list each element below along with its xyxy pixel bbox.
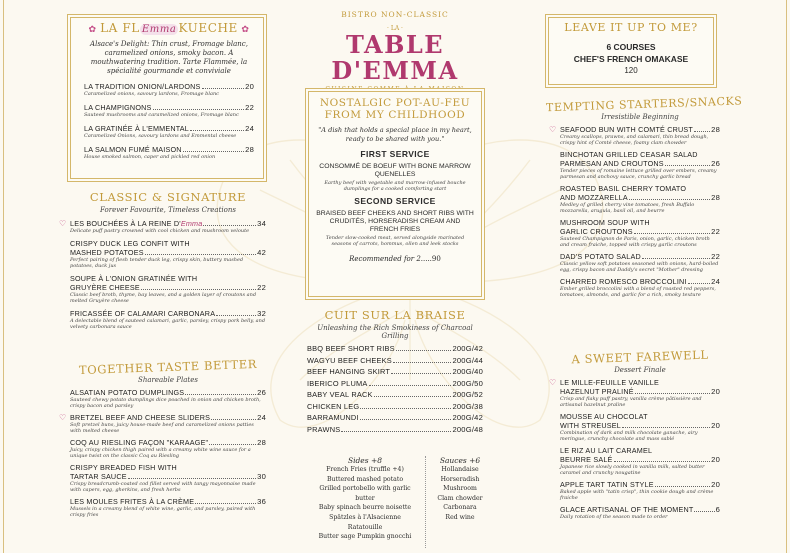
item-description: Ember grilled broccolini with a blend of roasted red peppers, tomatoes, almonds, and garlic for a rich, smoky texture bbox=[560, 286, 716, 298]
item-description: Sauteed Champignon de Paris, onion, garlic, chicken broth and cream fraiche, topped with crispy garlic croutons bbox=[560, 236, 710, 248]
item-name: ROASTED BASIL CHERRY TOMATO bbox=[560, 184, 687, 193]
omakase-name: CHEF'S FRENCH OMAKASE bbox=[573, 54, 689, 64]
list-entry: Buttered mashed potato bbox=[326, 475, 404, 483]
sides-box bbox=[310, 456, 420, 542]
recommend-text: Recommended for 2 bbox=[349, 255, 421, 263]
classic-list bbox=[59, 219, 266, 330]
menu-item bbox=[560, 150, 720, 180]
item-name-cont: HAZELNUT PRALINÉ bbox=[560, 387, 634, 396]
brand-name: TABLE D'EMMA bbox=[331, 30, 459, 85]
item-head bbox=[70, 248, 266, 257]
item-price: 22 bbox=[711, 227, 720, 236]
item-head bbox=[560, 252, 720, 261]
braise-list bbox=[305, 344, 485, 434]
leader-dots bbox=[195, 503, 256, 504]
leader-dots bbox=[190, 130, 244, 131]
flower-icon: ✿ bbox=[237, 25, 250, 35]
potaufeu-box bbox=[305, 88, 485, 300]
item-name: LES MOULES FRITES À LA CRÈME bbox=[70, 497, 195, 506]
grill-item bbox=[307, 402, 483, 411]
menu-item bbox=[560, 446, 720, 476]
right-border-ornament bbox=[785, 0, 787, 553]
brand-la: · LA · bbox=[387, 25, 403, 32]
item-head bbox=[70, 219, 266, 228]
item-name-cont: AND MOZZARELLA bbox=[560, 193, 628, 202]
leader-dots bbox=[614, 461, 711, 462]
grill-item bbox=[307, 379, 483, 388]
braise-section bbox=[305, 308, 485, 434]
second-service-text: BRAISED BEEF CHEEKS AND SHORT RIBS WITH CRUDITÉS, HORSERADISH CREAM AND FRENCH FRIES bbox=[316, 210, 474, 233]
heart-icon: ♡ bbox=[549, 125, 557, 134]
item-name: PRAWNS bbox=[307, 424, 341, 434]
recommend-dots: ..... bbox=[420, 255, 432, 263]
item-name: DAD'S POTATO SALAD bbox=[560, 252, 641, 261]
item-head bbox=[70, 413, 266, 422]
starters-subtitle: Irresistible Beginning bbox=[601, 113, 679, 121]
item-price: 26 bbox=[257, 388, 266, 397]
item-price: 28 bbox=[245, 145, 254, 154]
omakase-courses: 6 COURSES bbox=[606, 42, 656, 52]
menu-item bbox=[70, 497, 266, 518]
menu-item bbox=[70, 463, 266, 493]
item-name-line bbox=[560, 446, 720, 455]
item-head bbox=[560, 277, 720, 286]
item-description: Classic yellow soft potatoes seasoned with onions, hard-boiled egg, crispy bacon and Daddy's secret "Mother" dressing bbox=[560, 261, 719, 273]
item-name-cont: MASHED POTATOES bbox=[70, 248, 144, 257]
item-name: BINCHOTAN GRILLED CEASAR SALAD bbox=[560, 150, 698, 159]
item-head bbox=[560, 421, 720, 430]
farewell-list bbox=[549, 378, 720, 520]
item-head bbox=[560, 387, 720, 396]
item-head bbox=[560, 227, 720, 236]
menu-item bbox=[560, 505, 720, 520]
menu-item bbox=[70, 274, 266, 304]
sides-title: Sides +8 bbox=[347, 456, 383, 465]
sauces-box bbox=[430, 456, 490, 523]
flammekueche-title bbox=[84, 21, 254, 35]
item-head bbox=[84, 124, 254, 133]
item-head bbox=[84, 82, 254, 91]
item-description: Japanese rice slowly cooked in vanilla milk, salted butter caramel and crunchy nougatine bbox=[560, 464, 705, 476]
braise-subtitle: Unleashing the Rich Smokiness of Charcoal Grilling bbox=[317, 324, 473, 340]
flammekueche-intro: Alsace's Delight: Thin crust, Fromage blanc, caramelized onions, smoky bacon. A mouthwatering tradition. Tarte Flammée, la spécialité gourmande et conviviale bbox=[90, 40, 248, 75]
item-description: Soft pretzel buns, juicy house-made beef and caramelized onions patties with melted cheese bbox=[70, 422, 254, 434]
item-price: 200G/44 bbox=[452, 355, 483, 365]
item-price: 20 bbox=[711, 480, 720, 489]
item-price: 30 bbox=[257, 472, 266, 481]
item-price: 24 bbox=[257, 413, 266, 422]
leader-dots bbox=[183, 151, 244, 152]
item-name: MOUSSE AU CHOCOLAT bbox=[560, 412, 648, 421]
item-price: 200G/50 bbox=[452, 378, 483, 388]
item-name: FRICASSÉE OF CALAMARI CARBONARA bbox=[70, 309, 216, 318]
starters-section bbox=[545, 94, 743, 298]
list-entry: Ratatouille bbox=[347, 523, 383, 531]
item-price: 42 bbox=[257, 248, 266, 257]
item-name: GLACE ARTISANAL OF THE MOMENT bbox=[560, 505, 694, 514]
menu-item bbox=[560, 480, 720, 501]
item-description: Creamy scallops, prawns, and calamari, thin bread dough, crispy hint of Comté cheese, foamy clam chowder bbox=[560, 134, 709, 146]
item-name: CHICKEN LEG bbox=[307, 401, 360, 411]
classic-subtitle: Forever Favourite, Timeless Creations bbox=[100, 206, 236, 214]
omakase-box bbox=[545, 14, 717, 88]
left-border-ornament bbox=[3, 0, 5, 553]
item-description: Sauteed chewy potato dumplings dice poached in onion and chicken broth, crispy bacon and parsley bbox=[70, 397, 261, 409]
first-service-desc: Earthy beef with vegetable and marrow-infused bouche dumplings for a cooked comforting start bbox=[324, 180, 466, 192]
item-name: LA SALMON FUMÉ MAISON bbox=[84, 145, 182, 154]
item-price: 28 bbox=[257, 438, 266, 447]
second-service-desc: Tender slow-cooked meat, served alongside marinated seasons of carrots, hommus, ollen and leek stocks bbox=[325, 235, 465, 247]
list-entry: Clam chowder bbox=[437, 494, 483, 502]
item-name: BRETZEL BEEF AND CHEESE SLIDERS bbox=[70, 413, 211, 422]
item-name-cont: PARMESAN AND CROUTONS bbox=[560, 159, 664, 168]
together-list bbox=[59, 388, 266, 518]
potaufeu-price: 90 bbox=[431, 255, 441, 263]
leader-dots bbox=[688, 283, 711, 284]
item-price: 24 bbox=[245, 124, 254, 133]
item-name-line bbox=[70, 463, 266, 472]
item-price: 26 bbox=[711, 159, 720, 168]
grill-item bbox=[307, 344, 483, 353]
item-description: Caramelized onions, savoury lardons, Fromage blanc bbox=[84, 91, 219, 97]
item-name: APPLE TART TATIN STYLE bbox=[560, 480, 654, 489]
menu-item bbox=[560, 412, 720, 442]
menu-item bbox=[84, 124, 254, 139]
sides-divider bbox=[425, 456, 426, 548]
menu-item bbox=[70, 239, 266, 269]
list-entry: Grilled portobello with garlic butter bbox=[319, 485, 411, 502]
potaufeu-title: NOSTALGIC POT-AU-FEU FROM MY CHILDHOOD bbox=[319, 97, 471, 121]
item-name: BEEF HANGING SKIRT bbox=[307, 367, 391, 376]
item-head bbox=[70, 497, 266, 506]
item-price: 22 bbox=[245, 103, 254, 112]
item-price: 200G/38 bbox=[452, 401, 483, 411]
leader-dots bbox=[185, 394, 256, 395]
item-head bbox=[70, 388, 266, 397]
first-service-text: CONSOMMÉ DE BOEUF WITH BONE MARROW QUENELLES bbox=[319, 163, 471, 178]
item-price: 20 bbox=[711, 387, 720, 396]
item-description: Tender pieces of romaine lettuce grilled over embers, creamy parmesan and anchovy sauce, crunchy garlic bread bbox=[560, 168, 717, 180]
item-price: 20 bbox=[711, 455, 720, 464]
list-entry: Hollandaise bbox=[441, 466, 479, 473]
item-description: Juicy, crispy chicken thigh paired with a creamy white wine sauce for a unique twist on the classic Coq au Riesling bbox=[70, 447, 251, 459]
item-name: ALSATIAN POTATO DUMPLINGS bbox=[70, 388, 185, 397]
item-description: Baked apple with "tatin crisp", thin cookie dough and crème fraiche bbox=[560, 489, 714, 501]
item-description: Delicate puff pastry crowned with cool chicken and mushroom veloute bbox=[70, 228, 250, 234]
item-name: CRISPY BREADED FISH WITH bbox=[70, 463, 177, 472]
recommend-line bbox=[316, 255, 474, 263]
potaufeu-quote: "A dish that holds a special place in my heart, ready to be shared with you." bbox=[318, 126, 472, 143]
second-service-label: SECOND SERVICE bbox=[354, 196, 436, 206]
item-head bbox=[70, 472, 266, 481]
item-name-line bbox=[560, 378, 720, 387]
starters-list bbox=[549, 125, 720, 298]
item-name-line bbox=[560, 150, 720, 159]
leader-dots bbox=[145, 254, 256, 255]
item-name: SOUPE À L'ONION GRATINÉE WITH bbox=[70, 274, 198, 283]
title-part-a: LA FL bbox=[100, 21, 140, 35]
item-name: COQ AU RIESLING FAÇON "KARAAGE" bbox=[70, 438, 209, 447]
leader-dots bbox=[655, 486, 710, 487]
menu-item bbox=[84, 82, 254, 97]
item-price: 200G/42 bbox=[452, 344, 483, 353]
item-name-cont: BEURRE SALÉ bbox=[560, 455, 613, 464]
item-price: 28 bbox=[711, 125, 720, 134]
flower-icon: ✿ bbox=[88, 25, 101, 35]
heart-icon: ♡ bbox=[59, 413, 67, 422]
item-name-cont: GARLIC CROUTONS bbox=[560, 227, 633, 236]
farewell-subtitle: Dessert Finale bbox=[614, 366, 666, 374]
leader-dots bbox=[360, 419, 452, 420]
menu-item bbox=[59, 219, 266, 234]
title-part-b: KUECHE bbox=[178, 21, 238, 35]
classic-title: CLASSIC & SIGNATURE bbox=[89, 190, 247, 204]
item-description: House smoked salmon, caper and pickled red onion bbox=[84, 154, 216, 160]
brand-top-arc: BISTRO NON-CLASSIC bbox=[341, 10, 449, 19]
item-description: A delectable blend of sauteed calamari, garlic, parsley, crispy pork belly, and velvety carbonara sauce bbox=[70, 318, 266, 330]
omakase-price: 120 bbox=[624, 66, 638, 75]
item-description: Combination of dark and milk chocolate ganache, airy meringue, crunchy chocolate and mass sablé bbox=[560, 430, 698, 442]
list-entry: Spätzles à l'Alsacienne bbox=[329, 513, 401, 521]
list-entry: Butter sage Pumpkin gnocchi bbox=[318, 533, 412, 541]
sides-list bbox=[310, 465, 420, 542]
list-entry: Mushroom bbox=[443, 485, 477, 493]
item-price: 200G/48 bbox=[452, 424, 483, 434]
leader-dots bbox=[396, 350, 452, 351]
item-description: Sauteed mushrooms and caramelized onions, Fromage blanc bbox=[84, 112, 239, 118]
item-price: 20 bbox=[711, 421, 720, 430]
leader-dots bbox=[341, 431, 451, 432]
list-entry: Baby spinach beurre noisette bbox=[318, 504, 412, 512]
menu-item bbox=[549, 378, 720, 408]
item-head bbox=[84, 103, 254, 112]
item-price: 6 bbox=[715, 505, 720, 514]
leader-dots bbox=[391, 373, 451, 374]
leader-dots bbox=[642, 258, 710, 259]
item-price: 200G/40 bbox=[452, 367, 483, 376]
menu-item bbox=[84, 145, 254, 160]
item-head bbox=[560, 125, 720, 134]
leader-dots bbox=[141, 289, 256, 290]
item-name-cont: TARTAR SAUCE bbox=[70, 472, 127, 481]
leader-dots bbox=[203, 225, 256, 226]
menu-item bbox=[70, 388, 266, 409]
menu-item bbox=[70, 309, 266, 330]
list-entry: French Fries (truffle +4) bbox=[326, 466, 404, 473]
menu-item bbox=[560, 218, 720, 248]
item-name: LA CHAMPIGNONS bbox=[84, 103, 152, 112]
item-head bbox=[84, 145, 254, 154]
flammekueche-list bbox=[84, 82, 254, 160]
menu-item bbox=[560, 252, 720, 273]
item-name-line bbox=[70, 274, 266, 283]
item-name: LE RIZ AU LAIT CARAMEL bbox=[560, 446, 653, 455]
farewell-section bbox=[549, 347, 720, 520]
leader-dots bbox=[622, 427, 710, 428]
item-price: 34 bbox=[257, 219, 266, 228]
leader-dots bbox=[694, 131, 710, 132]
starters-title: TEMPTING STARTERS/SNACKS bbox=[545, 94, 743, 115]
item-head bbox=[70, 283, 266, 292]
leader-dots bbox=[153, 109, 245, 110]
leader-dots bbox=[634, 233, 710, 234]
sauces-title: Sauces +6 bbox=[439, 456, 481, 465]
braise-title: CUIT SUR LA BRAISE bbox=[324, 308, 466, 322]
menu-item bbox=[549, 125, 720, 146]
item-head bbox=[560, 455, 720, 464]
item-head bbox=[560, 505, 720, 514]
leader-dots bbox=[374, 396, 452, 397]
item-name: LA GRATINÉE À L'EMMENTAL bbox=[84, 124, 189, 133]
grill-item bbox=[307, 356, 483, 365]
item-description: Mussels in a creamy blend of white wine, garlic, and parsley, paired with crispy fries bbox=[70, 506, 256, 518]
grill-item bbox=[307, 390, 483, 399]
grill-item bbox=[307, 425, 483, 434]
item-price: 24 bbox=[711, 277, 720, 286]
brand-header bbox=[290, 6, 500, 93]
leader-dots bbox=[128, 478, 256, 479]
leader-dots bbox=[211, 419, 256, 420]
item-name: SEAFOOD BUN WITH COMTÉ CRUST bbox=[560, 125, 693, 134]
item-name: BABY VEAL RACK bbox=[307, 390, 373, 399]
heart-icon: ♡ bbox=[59, 219, 67, 228]
item-head bbox=[560, 480, 720, 489]
together-subtitle: Shareable Plates bbox=[138, 376, 198, 384]
item-description: Crisp and flaky puff pastry, vanilla crème pâtissière and artisanal hazelnut praline bbox=[560, 396, 702, 408]
item-description: Crispy breadcrumb-coated cod fillet served with tangy mayonnaise made with capers, egg, gherkins, and fresh herbs bbox=[70, 481, 256, 493]
menu-item bbox=[70, 438, 266, 459]
item-name-line bbox=[560, 184, 720, 193]
item-head bbox=[560, 159, 720, 168]
item-name: LE MILLE-FEUILLE VANILLE bbox=[560, 378, 659, 387]
list-entry: Red wine bbox=[445, 513, 475, 521]
leader-dots bbox=[665, 165, 710, 166]
item-name-part: LES BOUCHÉES À LA REINE D' bbox=[70, 219, 181, 228]
item-price: 32 bbox=[257, 309, 266, 318]
list-entry: Carbonara bbox=[443, 504, 477, 512]
list-entry: Horseradish bbox=[440, 475, 480, 483]
leader-dots bbox=[360, 408, 451, 409]
item-name-line bbox=[560, 412, 720, 421]
leader-dots bbox=[369, 385, 452, 386]
leader-dots bbox=[216, 315, 256, 316]
leader-dots bbox=[635, 393, 710, 394]
item-price: 200G/42 bbox=[452, 413, 483, 422]
item-name-line bbox=[70, 239, 266, 248]
sauces-list bbox=[430, 465, 490, 523]
item-name-line bbox=[560, 218, 720, 227]
item-price: 200G/52 bbox=[452, 390, 483, 399]
flammekueche-box bbox=[67, 14, 267, 182]
leader-dots bbox=[629, 199, 710, 200]
heart-icon: ♡ bbox=[549, 378, 557, 387]
item-description: Caramelized Onions, savoury lardons and Emmental cheese bbox=[84, 133, 237, 139]
item-name: IBERICO PLUMA bbox=[307, 378, 368, 388]
item-price: 28 bbox=[711, 193, 720, 202]
item-name: CRISPY DUCK LEG CONFIT WITH bbox=[70, 239, 190, 248]
together-title: TOGETHER TASTE BETTER bbox=[78, 356, 258, 378]
menu-item bbox=[560, 277, 720, 298]
leader-dots bbox=[209, 444, 256, 445]
item-description: Daily rotation of the season made to order bbox=[560, 514, 668, 520]
item-price: 22 bbox=[257, 283, 266, 292]
omakase-title: LEAVE IT UP TO ME? bbox=[564, 21, 698, 34]
item-name: BARRAMUNDI bbox=[307, 413, 359, 422]
menu-item bbox=[560, 184, 720, 214]
leader-dots bbox=[694, 511, 714, 512]
menu-item bbox=[84, 103, 254, 118]
item-name: MUSHROOM SOUP WITH bbox=[560, 218, 650, 227]
item-name-cont: GRUYÈRE CHEESE bbox=[70, 283, 140, 292]
item-name-cont: WITH STREUSEL bbox=[560, 421, 621, 430]
item-name: WAGYU BEEF CHEEKS bbox=[307, 355, 392, 365]
item-description: Medley of grilled cherry vine tomatoes, fresh Buffalo mozzarella, arugula, basil oil, and beurre bbox=[560, 202, 695, 214]
item-name: CHARRED ROMESCO BROCCOLINI bbox=[560, 277, 687, 286]
title-script: Emma bbox=[141, 24, 177, 35]
item-head bbox=[560, 193, 720, 202]
item-description: Classic beef broth, thyme, bay leaves, and a golden layer of croutons and melted Gruyère cheese bbox=[70, 292, 257, 304]
together-section bbox=[59, 356, 266, 518]
grill-item bbox=[307, 413, 483, 422]
item-price: 36 bbox=[257, 497, 266, 506]
grill-item bbox=[307, 367, 483, 376]
item-name: BBQ BEEF SHORT RIBS bbox=[307, 344, 395, 353]
menu-item bbox=[59, 413, 266, 434]
item-head bbox=[70, 438, 266, 447]
item-description: Perfect pairing of flesh tender duck leg, crispy skin, buttery mashed potatoes, duck jus bbox=[70, 257, 244, 269]
leader-dots bbox=[393, 362, 452, 363]
leader-dots bbox=[202, 88, 245, 89]
item-head bbox=[70, 309, 266, 318]
farewell-title: A SWEET FAREWELL bbox=[571, 347, 709, 367]
first-service-label: FIRST SERVICE bbox=[360, 149, 430, 159]
item-name bbox=[70, 219, 202, 228]
classic-section bbox=[59, 190, 266, 330]
item-name-script: Emma bbox=[180, 219, 203, 228]
item-name: LA TRADITION ONION/LARDONS bbox=[84, 82, 201, 91]
item-price: 20 bbox=[245, 82, 254, 91]
item-price: 22 bbox=[711, 252, 720, 261]
